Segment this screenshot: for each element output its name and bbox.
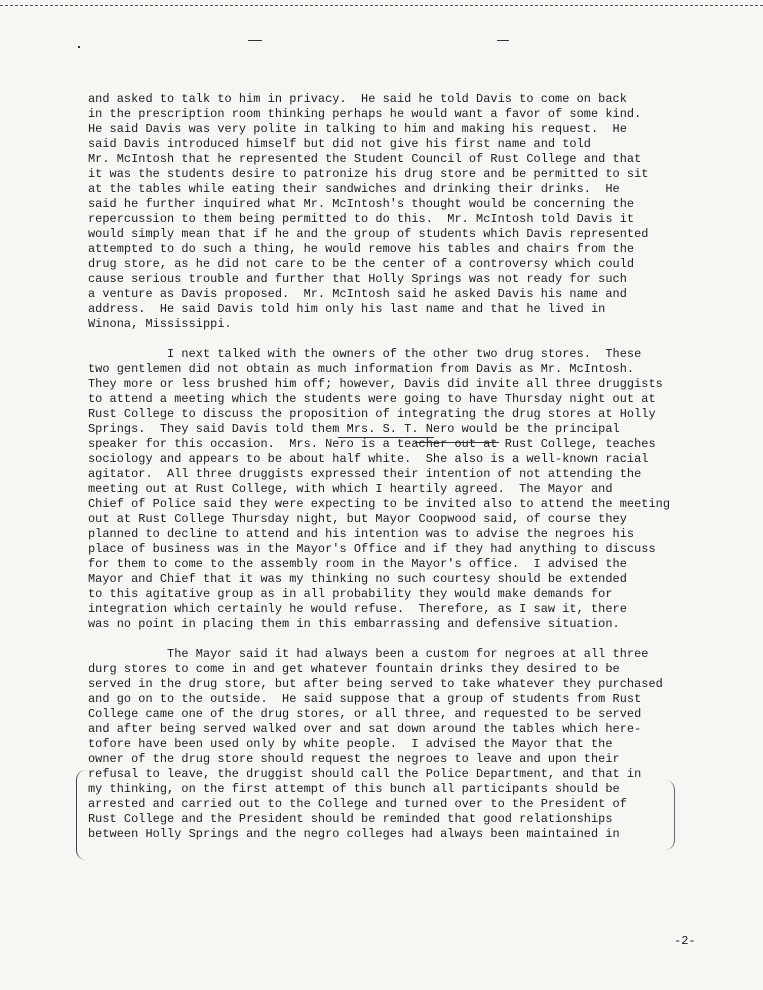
text-line: to this agitative group as in all probability they would make demands for [88, 587, 613, 601]
text-line: College came one of the drug stores, or all three, and requested to be served [88, 707, 642, 721]
text-line: meeting out at Rust College, with which I heartily agreed. The Mayor and [88, 482, 613, 496]
text-line: out at Rust College Thursday night, but Mayor Coopwood said, of course they [88, 512, 627, 526]
text-line: sociology and appears to be about half white. She also is a well-known racial [88, 452, 649, 466]
text-line: cause serious trouble and further that Holly Springs was not ready for such [88, 272, 627, 286]
text-line: Mr. McIntosh that he represented the Student Council of Rust College and that [88, 152, 642, 166]
document-body [88, 92, 728, 842]
text-line: tofore have been used only by white people. I advised the Mayor that the [88, 737, 613, 751]
text-line: said Davis introduced himself but did not give his first name and told [88, 137, 591, 151]
text-line: a venture as Davis proposed. Mr. McIntosh said he asked Davis his name and [88, 287, 627, 301]
text-line: The Mayor said it had always been a custom for negroes at all three [88, 647, 649, 661]
text-line: repercussion to them being permitted to do this. Mr. McIntosh told Davis it [88, 212, 635, 226]
handwritten-underline-mark [338, 437, 434, 438]
text-line: it was the students desire to patronize his drug store and be permitted to sit [88, 167, 649, 181]
text-line: attempted to do such a thing, he would remove his tables and chairs from the [88, 242, 635, 256]
text-line: place of business was in the Mayor's Office and if they had anything to discuss [88, 542, 656, 556]
text-line: in the prescription room thinking perhaps he would want a favor of some kind. [88, 107, 642, 121]
page-number: -2- [674, 934, 696, 948]
text-line: He said Davis was very polite in talking to him and making his request. He [88, 122, 627, 136]
text-line: at the tables while eating their sandwiches and drinking their drinks. He [88, 182, 620, 196]
text-line: and go on to the outside. He said suppose that a group of students from Rust [88, 692, 642, 706]
text-line: They more or less brushed him off; however, Davis did invite all three druggists [88, 377, 663, 391]
text-line: between Holly Springs and the negro colleges had always been maintained in [88, 827, 620, 841]
page-top-border [0, 5, 763, 6]
text-line: integration which certainly he would refuse. Therefore, as I saw it, there [88, 602, 627, 616]
scan-speck [248, 40, 262, 41]
text-line: address. He said Davis told him only his last name and that he lived in [88, 302, 606, 316]
text-line: and after being served walked over and sat down around the tables which here- [88, 722, 642, 736]
text-line: to attend a meeting which the students were going to have Thursday night out at [88, 392, 656, 406]
text-line: my thinking, on the first attempt of this bunch all participants should be [88, 782, 620, 796]
handwritten-strikethrough-mark [415, 442, 499, 443]
text-line: served in the drug store, but after being served to take whatever they purchased [88, 677, 663, 691]
text-line: I next talked with the owners of the other two drug stores. These [88, 347, 642, 361]
paragraph [88, 92, 728, 332]
text-line: Rust College and the President should be reminded that good relationships [88, 812, 613, 826]
text-line: agitator. All three druggists expressed their intention of not attending the [88, 467, 642, 481]
text-line: Rust College to discuss the proposition of integrating the drug stores at Holly [88, 407, 656, 421]
handwritten-bracket-left [76, 770, 87, 860]
text-line: owner of the drug store should request the negroes to leave and upon their [88, 752, 620, 766]
text-line: Chief of Police said they were expecting to be invited also to attend the meeting [88, 497, 671, 511]
text-line: speaker for this occasion. Mrs. Nero is a teacher out at Rust College, teaches [88, 437, 656, 451]
text-line: for them to come to the assembly room in the Mayor's office. I advised the [88, 557, 627, 571]
text-line: Mayor and Chief that it was my thinking no such courtesy should be extended [88, 572, 627, 586]
scan-speck [497, 40, 509, 41]
paragraph [88, 347, 728, 632]
text-line: drug store, as he did not care to be the center of a controversy which could [88, 257, 635, 271]
text-line: durg stores to come in and get whatever fountain drinks they desired to be [88, 662, 620, 676]
text-line: Springs. They said Davis told them Mrs. S. T. Nero would be the principal [88, 422, 620, 436]
scan-speck [78, 46, 80, 48]
paragraph [88, 647, 728, 842]
text-line: two gentlemen did not obtain as much information from Davis as Mr. McIntosh. [88, 362, 635, 376]
text-line: refusal to leave, the druggist should call the Police Department, and that in [88, 767, 642, 781]
handwritten-bracket-right [664, 780, 675, 850]
text-line: Winona, Mississippi. [88, 317, 232, 331]
text-line: arrested and carried out to the College and turned over to the President of [88, 797, 627, 811]
text-line: would simply mean that if he and the group of students which Davis represented [88, 227, 649, 241]
text-line: planned to decline to attend and his intention was to advise the negroes his [88, 527, 635, 541]
text-line: was no point in placing them in this embarrassing and defensive situation. [88, 617, 620, 631]
text-line: and asked to talk to him in privacy. He said he told Davis to come on back [88, 92, 627, 106]
text-line: said he further inquired what Mr. McIntosh's thought would be concerning the [88, 197, 635, 211]
